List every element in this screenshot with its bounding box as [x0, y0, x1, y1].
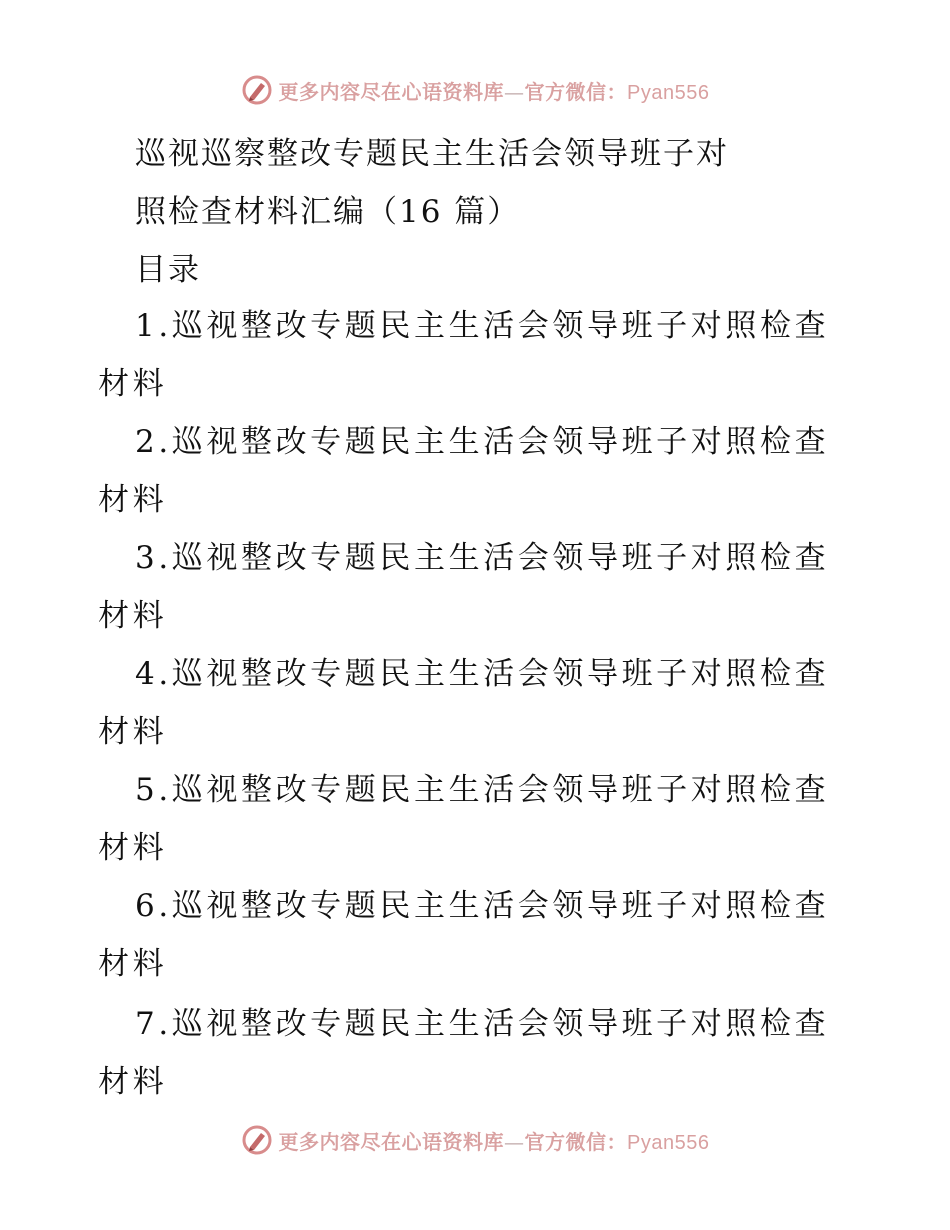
- toc-heading: 目录: [135, 252, 201, 288]
- watermark-wechat-handle: Pyan556: [627, 1131, 710, 1154]
- watermark-separator: —: [504, 79, 525, 104]
- toc-item: 4.巡视整改专题民主生活会领导班子对照检查材料: [98, 656, 830, 750]
- document-title-line-1: 巡视巡察整改专题民主生活会领导班子对: [135, 136, 729, 172]
- toc-item: 6.巡视整改专题民主生活会领导班子对照检查材料: [98, 888, 830, 982]
- toc-item: 1.巡视整改专题民主生活会领导班子对照检查材料: [98, 308, 830, 402]
- watermark-wechat-label: 官方微信：: [524, 1129, 628, 1154]
- pen-logo-icon: [241, 1124, 273, 1156]
- watermark-separator: —: [504, 1129, 525, 1154]
- header-watermark-banner: [0, 70, 950, 110]
- watermark-text: [279, 1126, 710, 1155]
- toc-item: 2.巡视整改专题民主生活会领导班子对照检查材料: [98, 424, 830, 518]
- toc-item: 5.巡视整改专题民主生活会领导班子对照检查材料: [98, 772, 830, 866]
- watermark-text: [279, 76, 710, 105]
- toc-item: 7.巡视整改专题民主生活会领导班子对照检查材料: [98, 1006, 830, 1100]
- toc-item: 3.巡视整改专题民主生活会领导班子对照检查材料: [98, 540, 830, 634]
- watermark-site-name: 更多内容尽在心语资料库: [278, 1129, 505, 1154]
- pen-logo-icon: [241, 74, 273, 106]
- watermark-site-name: 更多内容尽在心语资料库: [278, 79, 505, 104]
- watermark-wechat-handle: Pyan556: [627, 81, 710, 104]
- document-title-line-2: 照检查材料汇编（16 篇）: [135, 194, 521, 230]
- footer-watermark-banner: [0, 1120, 950, 1160]
- watermark-wechat-label: 官方微信：: [524, 79, 628, 104]
